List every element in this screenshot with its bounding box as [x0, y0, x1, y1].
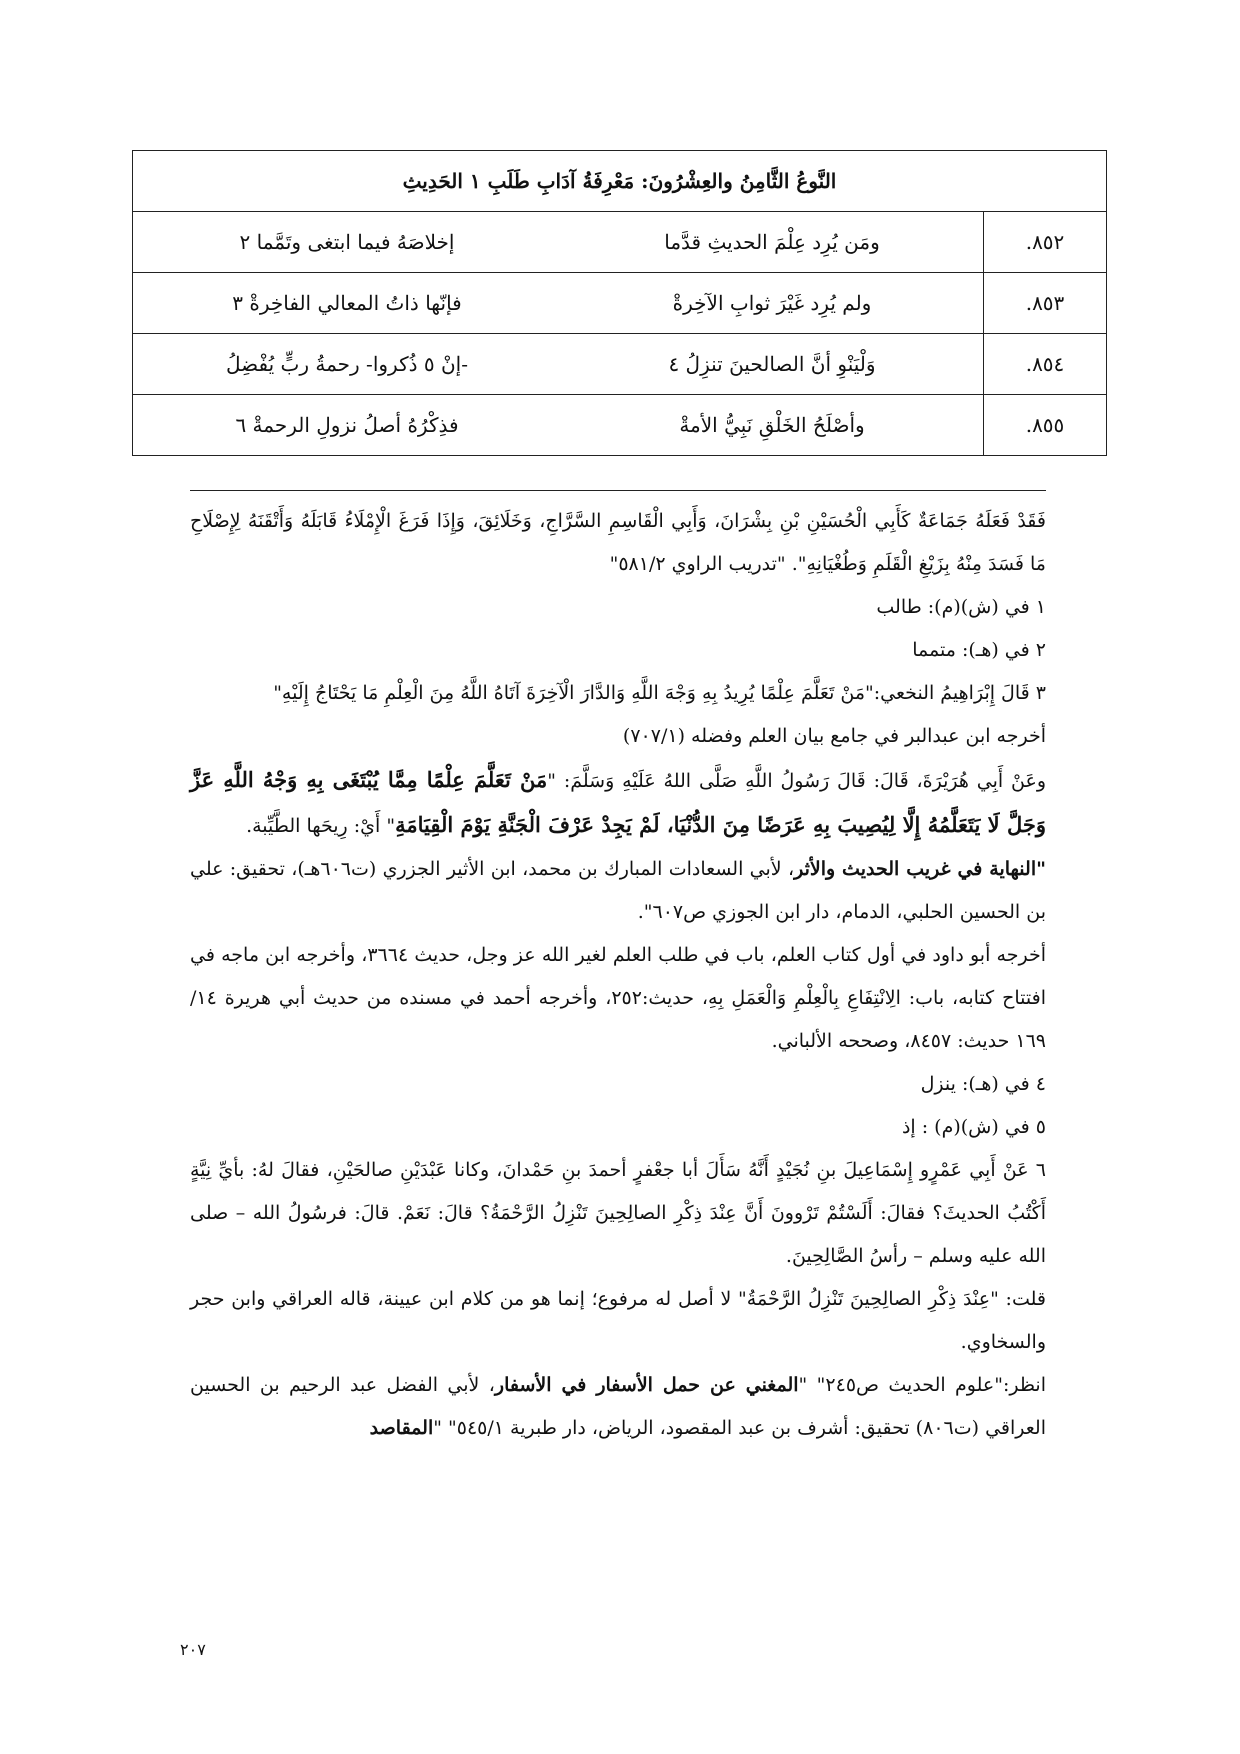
table-row — [133, 334, 1107, 395]
book-details: ، لأبي السعادات المبارك بن محمد، ابن الأثير الجزري (ت٦٠٦هـ)، تحقيق: علي بن الحسين الحلبي، الدمام، دار ابن الجوزي ص٦٠٧". — [190, 858, 1046, 923]
footnote-3-source: أخرجه ابن عبدالبر في جامع بيان العلم وفضله (٧٠٧/١) — [622, 725, 1046, 747]
book-title: "النهاية في غريب الحديث والأثر — [794, 858, 1046, 880]
verse-number: ٨٥٥. — [984, 395, 1107, 456]
footnote-5: ٥ في (ش)(م) : إذ — [901, 1116, 1046, 1138]
book-title: المغني عن حمل الأسفار في الأسفار — [494, 1374, 799, 1396]
second-hemistich: فإنّها ذاتُ المعالي الفاخِرةْ ٣ — [133, 273, 562, 334]
second-hemistich: إخلاصَهُ فيما ابتغى وتَمَّما ٢ — [133, 212, 562, 273]
first-hemistich: ولم يُرِد غَيْرَ ثوابِ الآخِرةْ — [561, 273, 984, 334]
table-header-row — [133, 151, 1107, 212]
verse-table — [132, 150, 1107, 456]
book-title: المقاصد — [369, 1417, 434, 1439]
hadith-gloss: " أَيْ: رِيحَها الطَّيِّبة. — [246, 815, 396, 837]
table-row — [133, 212, 1107, 273]
footnote-3: ٣ قَالَ إِبْرَاهِيمُ النخعي:"مَنْ تَعَلَّمَ عِلْمًا يُرِيدُ بِهِ وَجْهَ اللَّهِ وَالدَّارَ الْآخِرَةَ آتَاهُ اللَّهُ مِنَ الْعِلْمِ مَا يَحْتَاجُ إِلَيْهِ" — [273, 682, 1046, 704]
ref-intro: انظر:"علوم الحديث ص٢٤٥" " — [798, 1374, 1046, 1396]
footnote-6: ٦ عَنْ أَبِي عَمْرٍو إِسْمَاعِيلَ بنِ نُجَيْدٍ أَنَّهُ سَأَلَ أبا جعْفرٍ أحمدَ بنِ حَمْدانَ، وكانا عَبْدَيْنِ صالحَيْنِ، فقالَ لهُ: بأيِّ نِيَّةٍ أَكْتُبُ الحديثَ؟ فقالَ: أَلَسْتُمْ تَرْوونَ أَنَّ عِنْدَ ذِكْرِ الصالِحِينَ تَنْزِلُ الرَّحْمَةُ؟ قالَ: نَعَمْ. قالَ: فرسُولُ الله – صلى الله عليه وسلم – رأسُ الصَّالِحِينَ. — [190, 1159, 1046, 1267]
footnote-3-takhrij: أخرجه أبو داود في أول كتاب العلم، باب في طلب العلم لغير الله عز وجل، حديث ٣٦٦٤، وأخرجه ابن ماجه في افتتاح كتابه، باب: الِانْتِفَاعِ بِالْعِلْمِ وَالْعَمَلِ بِهِ، حديث:٢٥٢، وأخرجه أحمد في مسنده من حديث أبي هريرة ١٤/ ١٦٩ حديث: ٨٤٥٧، وصححه الألباني. — [190, 944, 1046, 1052]
first-hemistich: وأصْلَحُ الخَلْقِ نَبِيُّ الأمةْ — [561, 395, 984, 456]
chapter-title: النَّوعُ الثَّامِنُ والعِشْرُونَ: مَعْرِفَةُ آدَابِ طَلَبِ ١ الحَدِيثِ — [133, 151, 1107, 212]
footnote-3-hadith — [190, 758, 1046, 848]
hadith-text: مَنْ تَعَلَّمَ عِلْمًا مِمَّا يُبْتَغَى بِهِ وَجْهُ اللَّهِ عَزَّ وَجَلَّ لَا يَتَعَلَّمُهُ إِلَّا لِيُصِيبَ بِهِ عَرَضًا مِنَ الدُّنْيَا، لَمْ يَجِدْ عَرْفَ الْجَنَّةِ يَوْمَ الْقِيَامَةِ — [190, 767, 1046, 837]
verse-number: ٨٥٤. — [984, 334, 1107, 395]
footnote-3-reference — [190, 848, 1046, 934]
first-hemistich: ومَن يُرِد عِلْمَ الحديثِ قدَّما — [561, 212, 984, 273]
footnote-continuation: فَقَدْ فَعَلَهُ جَمَاعَةٌ كَأَبِي الْحُسَيْنِ بْنِ بِشْرَانَ، وَأَبِي الْقَاسِمِ السَّرَّاجِ، وَخَلَائِقَ، وَإِذَا فَرَغَ الْإِمْلَاءُ قَابَلَهُ وَأَتْقَنَهُ لِإِصْلَاحِ مَا فَسَدَ مِنْهُ بِزَيْغِ الْقَلَمِ وَطُغْيَانِهِ". "تدريب الراوي ٥٨١/٢" — [190, 510, 1046, 575]
footnote-2: ٢ في (هـ): متمما — [912, 639, 1046, 661]
verse-number: ٨٥٣. — [984, 273, 1107, 334]
footnote-6-comment: قلت: "عِنْدَ ذِكْرِ الصالِحِينَ تَنْزِلُ الرَّحْمَةُ" لا أصل له مرفوع؛ إنما هو من كلام ابن عيينة، قاله العراقي وابن حجر والسخاوي. — [190, 1288, 1046, 1353]
footnote-4: ٤ في (هـ): ينزل — [920, 1073, 1046, 1095]
second-hemistich: -إنْ ٥ ذُكروا- رحمةُ ربٍّ يُفْضِلُ — [133, 334, 562, 395]
book-details: ، لأبي الفضل عبد الرحيم بن الحسين العراقي (ت٨٠٦) تحقيق: أشرف بن عبد المقصود، الرياض، دار طبرية ٥٤٥/١" " — [190, 1374, 1046, 1439]
page-number: ٢٠٧ — [180, 1640, 206, 1659]
footnote-divider — [190, 490, 1046, 491]
footnote-6-reference — [190, 1364, 1046, 1450]
footnote-1: ١ في (ش)(م): طالب — [876, 596, 1046, 618]
table-row — [133, 273, 1107, 334]
second-hemistich: فذِكْرُهُ أصلُ نزولِ الرحمةْ ٦ — [133, 395, 562, 456]
footnotes-section — [190, 500, 1046, 1450]
hadith-intro: وعَنْ أَبِي هُرَيْرَةَ، قَالَ: قَالَ رَسُولُ اللَّهِ صَلَّى اللهُ عَلَيْهِ وَسَلَّمَ: " — [547, 770, 1047, 792]
verse-number: ٨٥٢. — [984, 212, 1107, 273]
first-hemistich: وَلْيَنْوِ أنَّ الصالحينَ تنزِلُ ٤ — [561, 334, 984, 395]
table-row — [133, 395, 1107, 456]
